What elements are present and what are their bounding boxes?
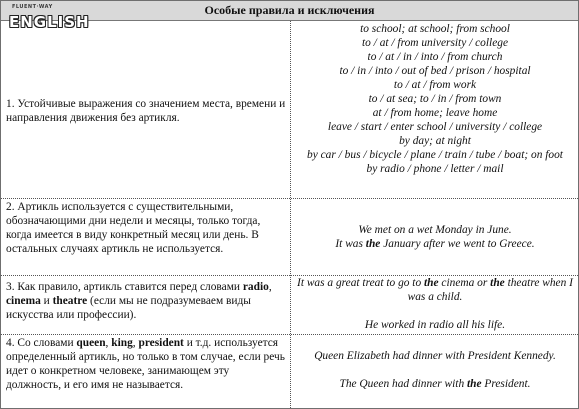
example-line: It was the January after we went to Greece. <box>335 238 535 250</box>
examples-2 <box>295 223 575 251</box>
example-line: to / at sea; to / in / from town <box>368 93 502 105</box>
rule-text: Устойчивые выражения со значением места, времени и направления движения без артикля. <box>6 98 286 124</box>
example-line: by car / bus / bicycle / plane / train / tube / boat; on foot <box>307 149 563 161</box>
example-line: to / in / into / out of bed / prison / hospital <box>339 65 531 77</box>
table-header: Особые правила и исключения <box>1 1 578 21</box>
example-line: by day; at night <box>399 135 471 147</box>
example-line: He worked in radio all his life. <box>364 319 506 331</box>
rule-2 <box>6 200 286 256</box>
rule-number: 4. <box>6 337 15 349</box>
example-line: by radio / phone / letter / mail <box>366 163 504 175</box>
logo-word: ENGLISH <box>9 13 90 31</box>
example-line: at / from home; leave home <box>372 107 498 119</box>
examples-1 <box>295 22 575 176</box>
example-line: The Queen had dinner with the President. <box>339 378 531 390</box>
example-line: to / at / in / into / from church <box>367 51 503 63</box>
rule-number: 2. <box>6 201 15 213</box>
logo-small-text: FLUENT·WAY <box>12 4 53 10</box>
table-row-3 <box>1 276 578 335</box>
example-line: leave / start / enter school / university / college <box>327 121 543 133</box>
example-line: to / at / from university / college <box>361 37 509 49</box>
example-line: It was a great treat to go to the cinema or the theatre when I was a child. <box>297 277 573 303</box>
rule-number: 1. <box>6 98 15 110</box>
examples-3 <box>295 276 575 332</box>
example-line: to school; at school; from school <box>360 23 510 35</box>
examples-4 <box>295 349 575 391</box>
table-row-4 <box>1 335 578 408</box>
example-line: Queen Elizabeth had dinner with President Kennedy. <box>314 350 556 362</box>
example-line: We met on a wet Monday in June. <box>358 224 512 236</box>
table-row-2 <box>1 199 578 276</box>
table-row-1 <box>1 21 578 199</box>
rule-3: 3. Как правило, артикль ставится перед словами radio, cinema и theatre (если мы не подразумеваем виды искусства или профессии). <box>6 281 272 321</box>
rule-number: 3. <box>6 281 15 293</box>
example-line: to / at / from work <box>393 79 477 91</box>
rule-4: 4. Со словами queen, king, president и т.д. используется определенный артикль, но только в том случае, если речь идет о конкретном человеке, занимающем эту должность, и его имя не называется. <box>6 337 285 391</box>
rule-text: Артикль используется с существительными, обозначающими дни недели и месяцы, только тогда, когда имеется в виду конкретный месяц или день. В остальных случаях артикль не используется. <box>6 201 261 255</box>
rule-1 <box>6 97 286 125</box>
